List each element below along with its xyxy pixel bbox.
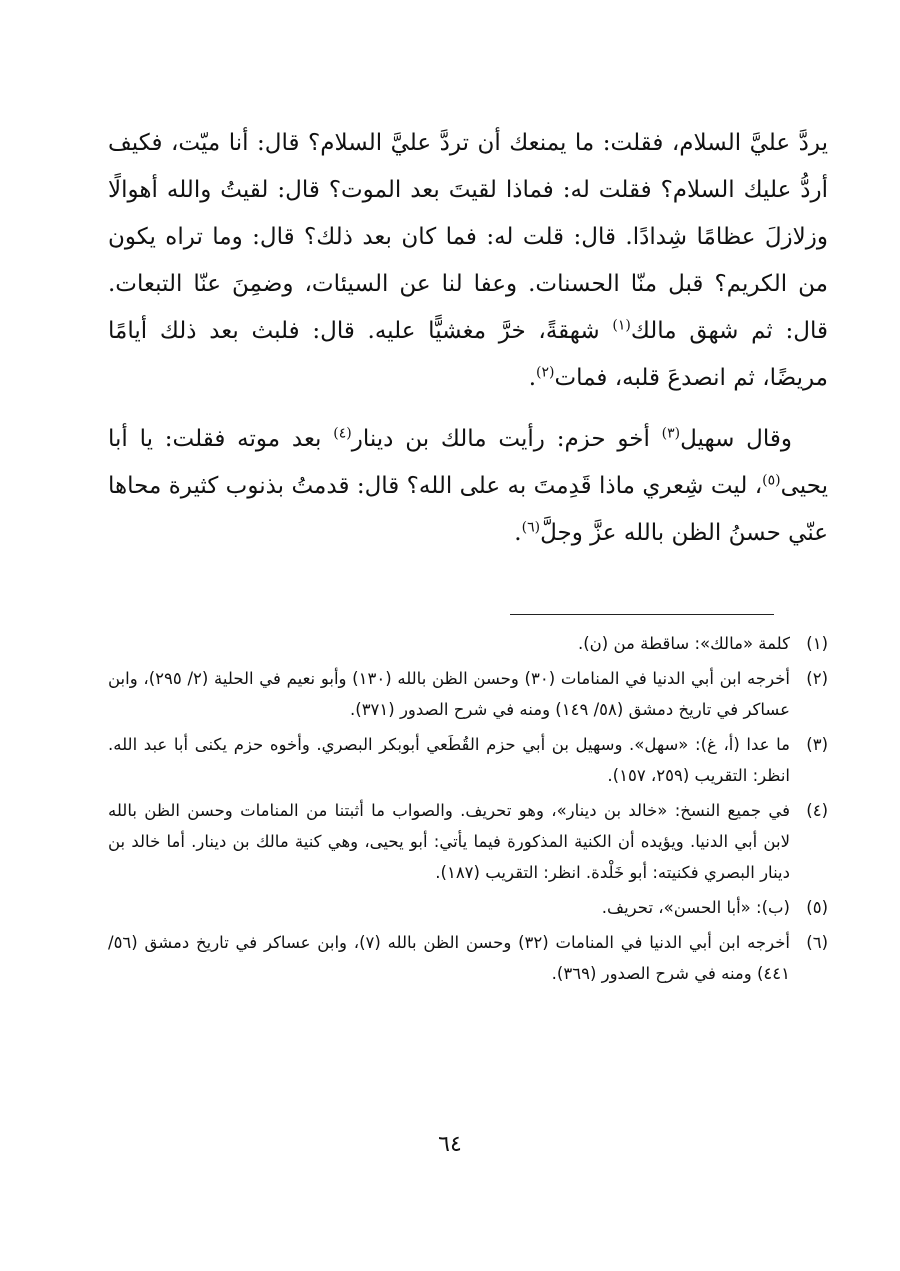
footnote-5 [108,892,828,923]
footnote-text: (ب): «أبا الحسن»، تحريف. [601,898,790,917]
footnote-text: أخرجه ابن أبي الدنيا في المنامات (٣٠) وحسن الظن بالله (١٣٠) وأبو نعيم في الحلية (٢/ ٢٩٥)، وابن عساكر في تاريخ دمشق (٥٨/ ١٤٩) ومنه في شرح الصدور (٣٧١). [108,669,790,719]
footnote-number: (٣) [806,735,828,754]
footnote-6 [108,927,828,989]
page-number: ٦٤ [438,1132,462,1157]
footnote-number: (٥) [806,898,828,917]
footnote-ref-5[interactable]: (٥) [762,472,781,489]
text-segment: بعد موته فقلت: يا أبا يحيى [108,426,828,499]
footnote-number: (١) [806,634,828,653]
text-segment: . [528,365,536,391]
footnote-number: (٢) [806,669,828,688]
footnote-ref-1[interactable]: (١) [612,317,631,334]
footnote-ref-3[interactable]: (٣) [661,425,681,442]
footnotes [108,628,828,993]
footnote-4 [108,795,828,888]
footnote-separator [510,614,774,615]
footnote-text: ما عدا (أ، غ): «سهل». وسهيل بن أبي حزم القُطَعي أبوبكر البصري. وأخوه حزم يكنى أبا عبد الله. انظر: التقريب (٢٥٩، ١٥٧). [108,735,790,785]
main-text [108,120,828,557]
text-segment: يردَّ عليَّ السلام، فقلت: ما يمنعك أن تردَّ عليَّ السلام؟ قال: أنا ميّت، فكيف أردُّ عليك السلام؟ فقلت له: فماذا لقيتَ بعد الموت؟ قال: لقيتُ والله أهوالًا وزلازلَ عظامًا شِدادًا. قال: قلت له: فما كان بعد ذلك؟ قال: وما تراه يكون من الكريم؟ قبل منّا الحسنات. وعفا لنا عن السيئات، وضمِنَ عنّا التبعات. قال: ثم شهق مالك [108,130,828,344]
footnote-ref-2[interactable]: (٢) [536,364,555,381]
footnote-text: كلمة «مالك»: ساقطة من (ن). [578,634,790,653]
footnote-text: أخرجه ابن أبي الدنيا في المنامات (٣٢) وحسن الظن بالله (٧)، وابن عساكر في تاريخ دمشق (٥٦/ ٤٤١) ومنه في شرح الصدور (٣٦٩). [108,933,791,983]
footnote-3 [108,729,828,791]
paragraph-2 [108,416,828,557]
text-segment: ، ليت شِعري ماذا قَدِمتَ به على الله؟ قال: قدمتُ بذنوب كثيرة محاها عنّي حسنُ الظن بالله عزَّ وجلَّ [108,473,828,546]
footnote-text: في جميع النسخ: «خالد بن دينار»، وهو تحريف. والصواب ما أثبتنا من المنامات وحسن الظن بالله لابن أبي الدنيا. ويؤيده أن الكنية المذكورة فيما يأتي: أبو يحيى، وهي كنية مالك بن دينار. أما خالد بن دينار البصري فكنيته: أبو خَلْدة. انظر: التقريب (١٨٧). [108,801,790,882]
footnote-2 [108,663,828,725]
text-segment: أخو حزم: رأيت مالك بن دينار [351,426,662,452]
text-segment: شهقةً، خرَّ مغشيًّا عليه. قال: فلبث بعد ذلك أيامًا مريضًا، ثم انصدعَ قلبه، فمات [108,318,828,391]
footnote-number: (٤) [806,801,828,820]
text-segment: وقال سهيل [680,426,792,452]
footnote-number: (٦) [806,933,828,952]
text-segment: . [514,520,522,546]
footnote-1 [108,628,828,659]
footnote-ref-4[interactable]: (٤) [333,425,352,442]
footnote-ref-6[interactable]: (٦) [521,519,541,536]
paragraph-1 [108,120,828,402]
